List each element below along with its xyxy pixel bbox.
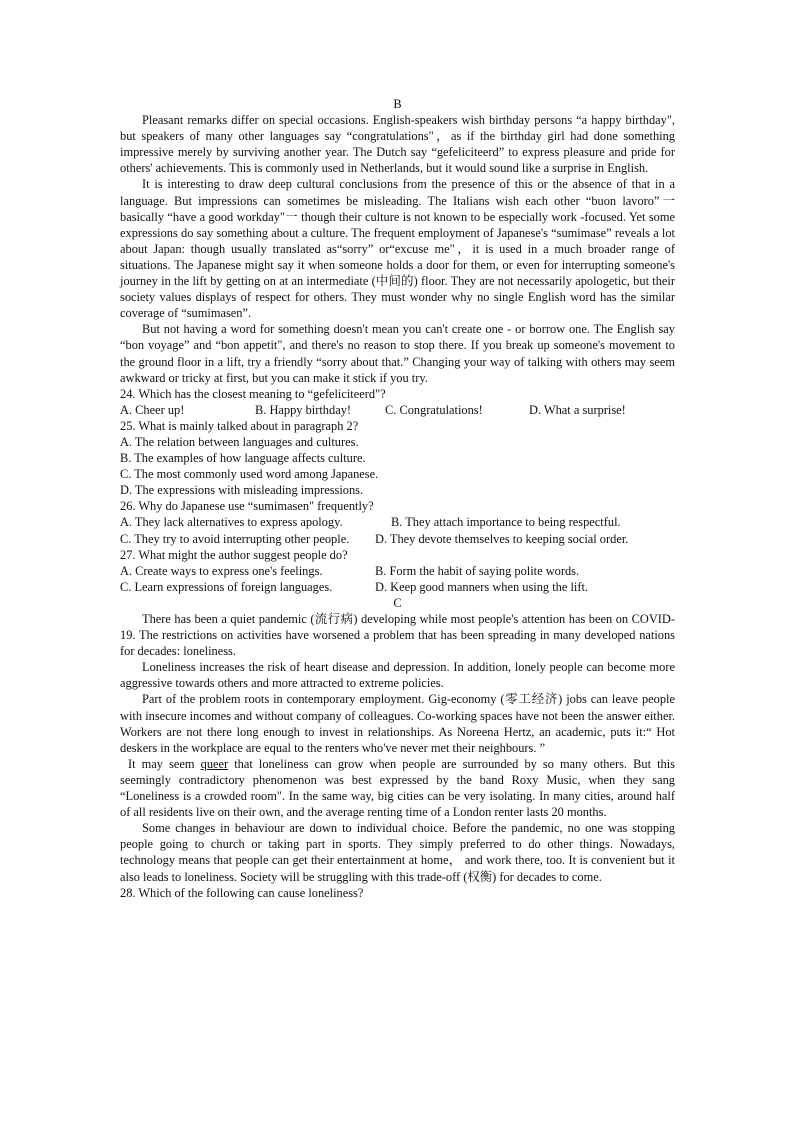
question-26-option-d[interactable]: D. They devote themselves to keeping social order. xyxy=(375,531,629,546)
question-25-option-d[interactable]: D. The expressions with misleading impressions. xyxy=(120,483,364,498)
question-27-options-row-1 xyxy=(120,563,675,579)
paragraph-4-body-text: that loneliness can grow when people are surrounded by so many others. But this seemingly contradictory phenomenon was best expressed by the band Roxy Music, when they sang “Loneliness is a crowded room". In the same way, big cities can be very isolating. In many cities, around half of all residents live on their own, and the average renting time of a London renter lasts 20 months. xyxy=(120,756,675,820)
question-24-option-a[interactable]: A. Cheer up! xyxy=(120,402,185,417)
passage-b-paragraph-1: Pleasant remarks differ on special occasions. English-speakers wish birthday persons “a happy birthday", but speakers of many other languages say “congratulations"，as if the birthday girl had done something impressive merely by surviving another year. The Dutch say “gefeliciteerd” to express pleasure and pride for others' achievements. This is commonly used in Netherlands, but it would sound like a surprise in English. xyxy=(120,113,675,176)
passage-c-paragraph-4 xyxy=(120,756,675,820)
question-28-stem: 28. Which of the following can cause loneliness? xyxy=(120,885,364,900)
section-c-label: C xyxy=(393,595,402,610)
question-27-option-b[interactable]: B. Form the habit of saying polite words. xyxy=(375,563,580,578)
question-27-option-c[interactable]: C. Learn expressions of foreign languages. xyxy=(120,579,333,594)
passage-c-paragraph-1: There has been a quiet pandemic (流行病) developing while most people's attention has been on COVID-19. The restrictions on activities have worsened a problem that has been spreading in many developed nations for decades: loneliness. xyxy=(120,612,675,659)
passage-b-paragraph-2: It is interesting to draw deep cultural conclusions from the presence of this or the absence of that in a language. But impressions can sometimes be misleading. The Italians wish each other “buon lavoro”一 basically “have a good workday"一 though their culture is not known to be especially work -focused. Yet some expressions do say something about a culture. The frequent employment of Japanese's “sumimase” reveals a lot about Japan: though usually translated as“sorry” or“excuse me"，it is used in a much broader range of situations. The Japanese might say it when someone holds a door for them, or even for interrupting someone's journey in the lift by getting on at an intermediate (中间的) floor. They are not necessarily apologetic, but their society values displays of respect for others. They must wonder why no single English word has the similar coverage of “sumimasen”. xyxy=(120,177,675,321)
question-25-stem: 25. What is mainly talked about in paragraph 2? xyxy=(120,418,359,433)
passage-c-paragraph-5: Some changes in behaviour are down to individual choice. Before the pandemic, no one was stopping people going to church or taking part in sports. They simply preferred to do other things. Nowadays, technology means that people can get their entertainment at home， and work there, too. It is convenient but it also leads to loneliness. Society will be struggling with this trade-off (权衡) for decades to come. xyxy=(120,821,675,884)
passage-b-paragraph-3: But not having a word for something doesn't mean you can't create one - or borrow one. The English say “bon voyage” and “bon appetit", and there's no reason to stop there. If you break up someone's movement to the ground floor in a lift, try a friendly “sorry about that.” Changing your way of talking with others may seem awkward or tricky at first, but you can make it stick if you try. xyxy=(120,322,675,385)
question-24-options xyxy=(120,402,675,418)
question-27-option-d[interactable]: D. Keep good manners when using the lift. xyxy=(375,579,589,594)
section-b-label: B xyxy=(393,97,402,111)
passage-c-paragraph-3: Part of the problem roots in contemporary employment. Gig-economy (零工经济) jobs can leave people with insecure incomes and without company of colleagues. Co-working spaces have not been the answer either. Workers are not there long enough to invest in relationships. As Noreena Hertz, an academic, puts it:“ Hot deskers in the workplace are equal to the renters who've never met their neighbours. ” xyxy=(120,692,675,755)
question-24-stem: 24. Which has the closest meaning to “gefeliciteerd"? xyxy=(120,386,386,401)
question-26-option-c[interactable]: C. They try to avoid interrupting other people. xyxy=(120,531,350,546)
question-24-option-b[interactable]: B. Happy birthday! xyxy=(255,402,352,417)
question-24-option-d[interactable]: D. What a surprise! xyxy=(529,402,626,417)
paragraph-4-lead-text: It may seem xyxy=(128,756,201,771)
question-26-stem: 26. Why do Japanese use “sumimasen" frequently? xyxy=(120,499,374,514)
question-25-option-c[interactable]: C. The most commonly used word among Japanese. xyxy=(120,467,379,482)
question-27-stem: 27. What might the author suggest people do? xyxy=(120,547,348,562)
passage-c-paragraph-2: Loneliness increases the risk of heart disease and depression. In addition, lonely people can become more aggressive towards others and more attracted to extreme policies. xyxy=(120,660,675,691)
question-25-option-a[interactable]: A. The relation between languages and cultures. xyxy=(120,434,359,449)
question-25-option-b[interactable]: B. The examples of how language affects culture. xyxy=(120,451,366,466)
question-27-options-row-2 xyxy=(120,579,675,595)
underlined-word-queer: queer xyxy=(200,756,229,771)
question-26-options-row-2 xyxy=(120,531,675,547)
exam-page xyxy=(120,96,675,901)
question-26-options-row-1 xyxy=(120,514,675,530)
question-26-option-b[interactable]: B. They attach importance to being respectful. xyxy=(391,515,621,530)
question-27-option-a[interactable]: A. Create ways to express one's feelings. xyxy=(120,563,323,578)
question-24-option-c[interactable]: C. Congratulations! xyxy=(385,402,483,417)
question-26-option-a[interactable]: A. They lack alternatives to express apology. xyxy=(120,515,343,530)
